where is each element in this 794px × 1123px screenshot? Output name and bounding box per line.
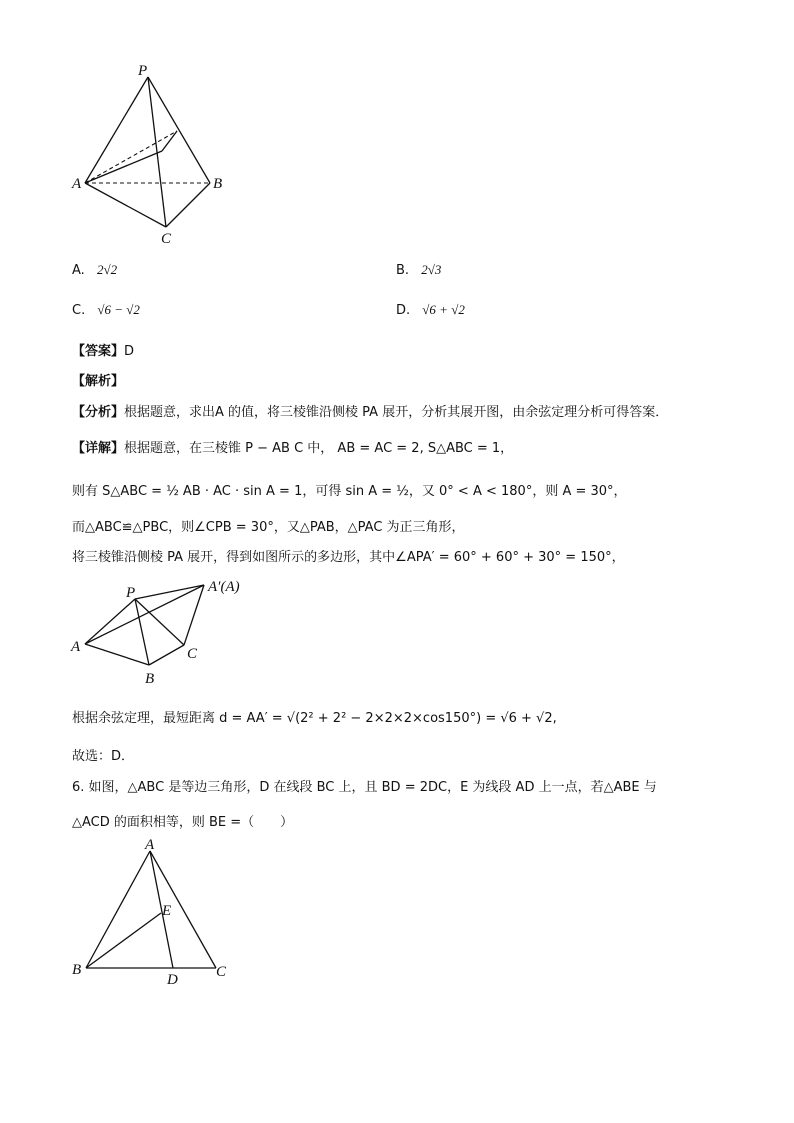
xiangjie-line1: 根据题意，在三棱锥 P − AB C 中， AB = AC = 2, S△ABC = 1， bbox=[124, 441, 514, 456]
option-b-letter: B. bbox=[396, 263, 410, 278]
answer-line bbox=[72, 340, 134, 359]
vertex-p-label: P bbox=[138, 63, 148, 79]
net-b-label: B bbox=[145, 671, 155, 687]
figure-unfolded-net bbox=[60, 575, 260, 690]
option-b-value: 2√3 bbox=[421, 262, 442, 277]
option-c-value: √6 − √2 bbox=[97, 302, 140, 317]
triangle-e-label: E bbox=[162, 903, 172, 919]
triangle-b-label: B bbox=[72, 962, 82, 978]
vertex-c-label: C bbox=[161, 231, 172, 247]
question6-line2: △ACD 的面积相等，则 BE =（ ） bbox=[72, 815, 294, 830]
option-d-value: √6 + √2 bbox=[422, 302, 465, 317]
analysis-tag: 【解析】 bbox=[72, 374, 125, 389]
fenxi-line bbox=[72, 401, 668, 420]
option-d-letter: D. bbox=[396, 303, 411, 318]
option-d bbox=[396, 302, 465, 318]
conclusion-line1: 根据余弦定理，最短距离 d = AA′ = √(2² + 2² − 2×2×2×cos150°) = √6 + √2, bbox=[72, 711, 557, 726]
xiangjie-line bbox=[72, 437, 513, 456]
triangle-a-label: A bbox=[145, 837, 155, 853]
vertex-b-label: B bbox=[213, 176, 223, 192]
figure-tetrahedron bbox=[60, 55, 240, 250]
xiangjie-tag: 【详解】 bbox=[72, 441, 125, 456]
fenxi-tag: 【分析】 bbox=[72, 405, 125, 420]
vertex-a-label: A bbox=[72, 176, 82, 192]
fenxi-text: 根据题意，求出A 的值，将三棱锥沿侧棱 PA 展开，分析其展开图，由余弦定理分析可得答案． bbox=[124, 405, 669, 420]
analysis-line2: 则有 S△ABC = ½ AB · AC · sin A = 1，可得 sin A = ½，又 0° < A < 180°，则 A = 30°， bbox=[72, 484, 627, 499]
answer-tag: 【答案】 bbox=[72, 344, 125, 359]
triangle-d-label: D bbox=[167, 972, 178, 988]
answer-value: D bbox=[124, 344, 135, 359]
option-c-letter: C. bbox=[72, 303, 86, 318]
option-a-value: 2√2 bbox=[96, 262, 118, 277]
net-p-label: P bbox=[126, 585, 136, 601]
analysis-line4: 将三棱锥沿侧棱 PA 展开，得到如图所示的多边形，其中∠APA′ = 60° + 60° + 30° = 150°， bbox=[72, 550, 625, 565]
net-c-label: C bbox=[187, 646, 198, 662]
analysis-line3: 而△ABC≌△PBC，则∠CPB = 30°，又△PAB，△PAC 为正三角形， bbox=[72, 520, 465, 535]
option-c bbox=[72, 302, 140, 318]
question6-line1: 6. 如图，△ABC 是等边三角形，D 在线段 BC 上，且 BD = 2DC，E 为线段 AD 上一点，若△ABE 与 bbox=[72, 780, 657, 795]
conclusion-line2: 故选：D． bbox=[72, 749, 135, 764]
option-a bbox=[72, 262, 117, 278]
option-a-letter: A. bbox=[72, 263, 85, 278]
net-a-label: A bbox=[71, 639, 81, 655]
figure-triangle bbox=[60, 835, 240, 990]
triangle-c-label: C bbox=[216, 964, 227, 980]
net-aprime-label: A′(A) bbox=[208, 579, 240, 595]
option-b bbox=[396, 262, 441, 278]
